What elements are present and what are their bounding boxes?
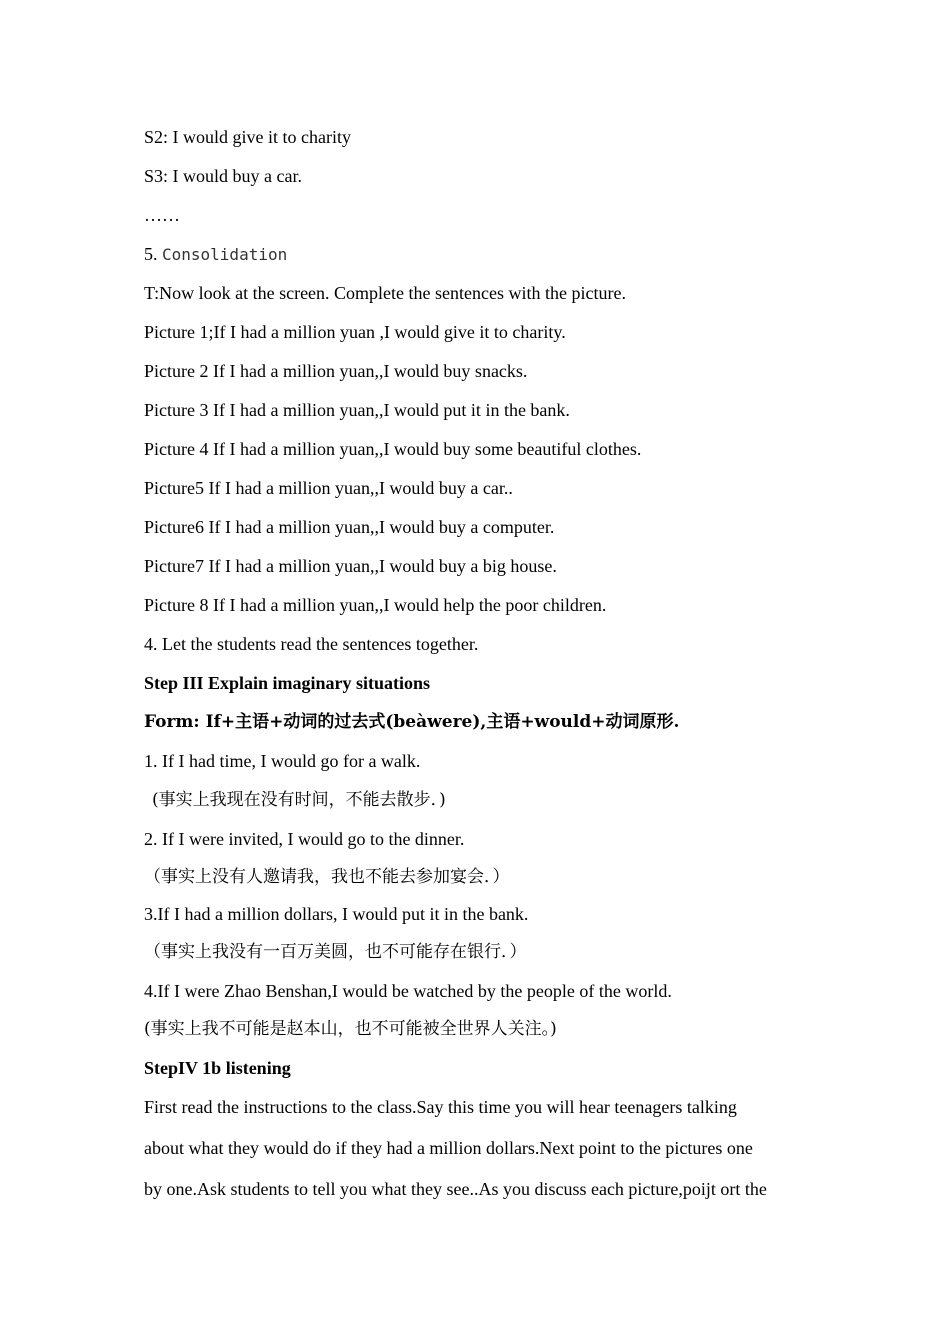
section-heading-consolidation	[144, 243, 287, 266]
section-number: 5.	[144, 244, 158, 264]
example-2-note: （事实上没有人邀请我，我也不能去参加宴会．）	[144, 867, 510, 887]
text-line-s2: S2: I would give it to charity	[144, 127, 351, 147]
form-rule: Form: If+主语+动词的过去式(beàwere),主语+would+动词原形.	[144, 712, 680, 732]
example-1: 1. If I had time, I would go for a walk.	[144, 751, 421, 771]
text-line-picture-5: Picture5 If I had a million yuan,,I would buy a car..	[144, 478, 513, 498]
text-line-instruction: T:Now look at the screen. Complete the sentences with the picture.	[144, 283, 626, 303]
text-line-s3: S3: I would buy a car.	[144, 166, 302, 186]
paragraph-line-3: by one.Ask students to tell you what they see..As you discuss each picture,poijt ort the	[144, 1179, 767, 1199]
text-line-read-together: 4. Let the students read the sentences together.	[144, 634, 479, 654]
text-line-picture-2: Picture 2 If I had a million yuan,,I would buy snacks.	[144, 361, 528, 381]
section-title: Consolidation	[162, 245, 288, 264]
example-3: 3.If I had a million dollars, I would put it in the bank.	[144, 904, 529, 924]
text-line-picture-3: Picture 3 If I had a million yuan,,I would put it in the bank.	[144, 400, 570, 420]
text-line-ellipsis: ……	[144, 205, 180, 225]
text-line-picture-4: Picture 4 If I had a million yuan,,I would buy some beautiful clothes.	[144, 439, 642, 459]
example-3-note: （事实上我没有一百万美圆，也不可能存在银行．）	[144, 942, 527, 962]
example-4-note: (事实上我不可能是赵本山，也不可能被全世界人关注。)	[144, 1019, 557, 1039]
paragraph-line-1: First read the instructions to the class.Say this time you will hear teenagers talking	[144, 1097, 737, 1117]
text-line-picture-6: Picture6 If I had a million yuan,,I would buy a computer.	[144, 517, 555, 537]
example-1-note: (事实上我现在没有时间，不能去散步．)	[152, 790, 446, 810]
paragraph-line-2: about what they would do if they had a million dollars.Next point to the pictures one	[144, 1138, 753, 1158]
text-line-picture-7: Picture7 If I had a million yuan,,I would buy a big house.	[144, 556, 557, 576]
step-heading-explain: Step III Explain imaginary situations	[144, 673, 431, 693]
text-line-picture-1: Picture 1;If I had a million yuan ,I would give it to charity.	[144, 322, 566, 342]
step-heading-listening: StepIV 1b listening	[144, 1058, 291, 1078]
text-line-picture-8: Picture 8 If I had a million yuan,,I would help the poor children.	[144, 595, 607, 615]
example-4: 4.If I were Zhao Benshan,I would be watched by the people of the world.	[144, 981, 672, 1001]
example-2: 2. If I were invited, I would go to the dinner.	[144, 829, 465, 849]
